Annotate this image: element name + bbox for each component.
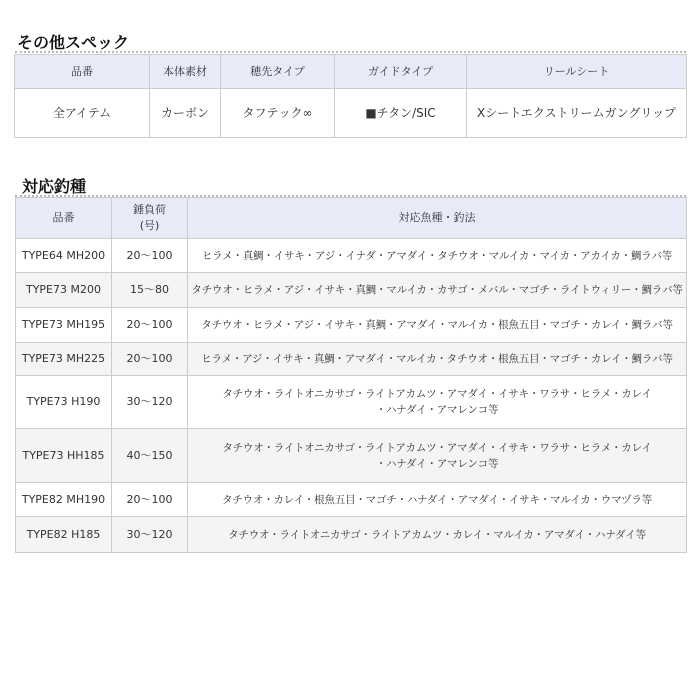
fish-cell-item: TYPE73 MH195: [16, 308, 112, 343]
fish-cell-item: TYPE82 MH190: [16, 483, 112, 517]
fish-species-line: タチウオ・ライトオニカサゴ・ライトアカムツ・カレイ・マルイカ・アマダイ・ハナダイ等: [228, 528, 646, 541]
fish-table-row: [16, 483, 687, 517]
fish-species-line: タチウオ・ヒラメ・アジ・イサキ・真鯛・アマダイ・マルイカ・根魚五目・マゴチ・カレイ・鯛ラバ等: [201, 319, 673, 331]
fish-cell-item: TYPE73 M200: [16, 273, 112, 308]
fish-cell-weight: 30〜120: [112, 376, 188, 429]
fish-cell-species: [188, 517, 687, 553]
spec-cell-tip-type: タフテック∞: [221, 89, 335, 138]
fish-species-line: ヒラメ・アジ・イサキ・真鯛・アマダイ・マルイカ・タチウオ・根魚五目・マゴチ・カレイ・鯛ラバ等: [201, 353, 673, 365]
fish-cell-species: [188, 239, 687, 273]
fish-cell-species: [188, 343, 687, 376]
spec-header-guide-type: ガイドタイプ: [335, 55, 467, 89]
fish-cell-species: [188, 429, 687, 483]
spec-header-item: 品番: [15, 55, 150, 89]
spec-table-row: [15, 89, 687, 138]
fish-species-line: ・ハナダイ・アマレンコ等: [375, 404, 499, 416]
fish-table-row: [16, 376, 687, 429]
spec-header-tip-type: 穂先タイプ: [221, 55, 335, 89]
fish-cell-weight: 20〜100: [112, 343, 188, 376]
fish-header-weight: [112, 198, 188, 239]
spec-section-title: その他スペック: [17, 33, 130, 52]
fish-cell-weight: 40〜150: [112, 429, 188, 483]
fish-cell-item: TYPE82 H185: [16, 517, 112, 553]
fish-header-weight-line1: 錘負荷: [133, 203, 166, 216]
fish-cell-weight: 30〜120: [112, 517, 188, 553]
fish-cell-species: [188, 483, 687, 517]
fish-species-line: ヒラメ・真鯛・イサキ・アジ・イナダ・アマダイ・タチウオ・マルイカ・マイカ・アカイカ・鯛ラバ等: [201, 249, 673, 262]
fish-species-line: タチウオ・カレイ・根魚五目・マゴチ・ハナダイ・アマダイ・イサキ・マルイカ・ウマヅラ等: [222, 493, 652, 506]
spec-header-material: 本体素材: [150, 55, 221, 89]
fish-table-row: [16, 308, 687, 343]
spec-table-header-row: [15, 55, 687, 89]
fish-table-row: [16, 429, 687, 483]
fish-cell-species: [188, 273, 687, 308]
spec-cell-material: カーボン: [150, 89, 221, 138]
fish-cell-item: TYPE73 HH185: [16, 429, 112, 483]
fish-species-line: タチウオ・ライトオニカサゴ・ライトアカムツ・アマダイ・イサキ・ワラサ・ヒラメ・カレイ: [222, 388, 652, 400]
fish-species-line: タチウオ・ヒラメ・アジ・イサキ・真鯛・マルイカ・カサゴ・メバル・マゴチ・ライトウィリー・鯛ラバ等: [191, 284, 683, 296]
fish-table-row: [16, 517, 687, 553]
fish-table-row: [16, 343, 687, 376]
fish-species-line: ・ハナダイ・アマレンコ等: [375, 457, 499, 470]
fish-cell-item: TYPE73 MH225: [16, 343, 112, 376]
fish-cell-species: [188, 376, 687, 429]
fish-section-title: 対応釣種: [22, 177, 87, 196]
fish-table-row: [16, 273, 687, 308]
fish-cell-species: [188, 308, 687, 343]
spec-cell-item: 全アイテム: [15, 89, 150, 138]
spec-section-divider: [15, 51, 686, 53]
fish-cell-weight: 20〜100: [112, 239, 188, 273]
fish-table: [15, 197, 687, 553]
fish-cell-weight: 15〜80: [112, 273, 188, 308]
fish-cell-weight: 20〜100: [112, 483, 188, 517]
fish-header-weight-line2: (号): [139, 219, 160, 232]
fish-cell-item: TYPE64 MH200: [16, 239, 112, 273]
fish-cell-item: TYPE73 H190: [16, 376, 112, 429]
fish-table-header-row: [16, 198, 687, 239]
fish-header-species: 対応魚種・釣法: [188, 198, 687, 239]
fish-table-row: [16, 239, 687, 273]
fish-cell-weight: 20〜100: [112, 308, 188, 343]
spec-cell-reel-seat: Xシートエクストリームガングリップ: [467, 89, 687, 138]
spec-cell-guide-type: ■チタン/SIC: [335, 89, 467, 138]
spec-header-reel-seat: リールシート: [467, 55, 687, 89]
spec-table: [14, 54, 687, 138]
fish-species-line: タチウオ・ライトオニカサゴ・ライトアカムツ・アマダイ・イサキ・ワラサ・ヒラメ・カレイ: [222, 441, 652, 454]
fish-header-item: 品番: [16, 198, 112, 239]
